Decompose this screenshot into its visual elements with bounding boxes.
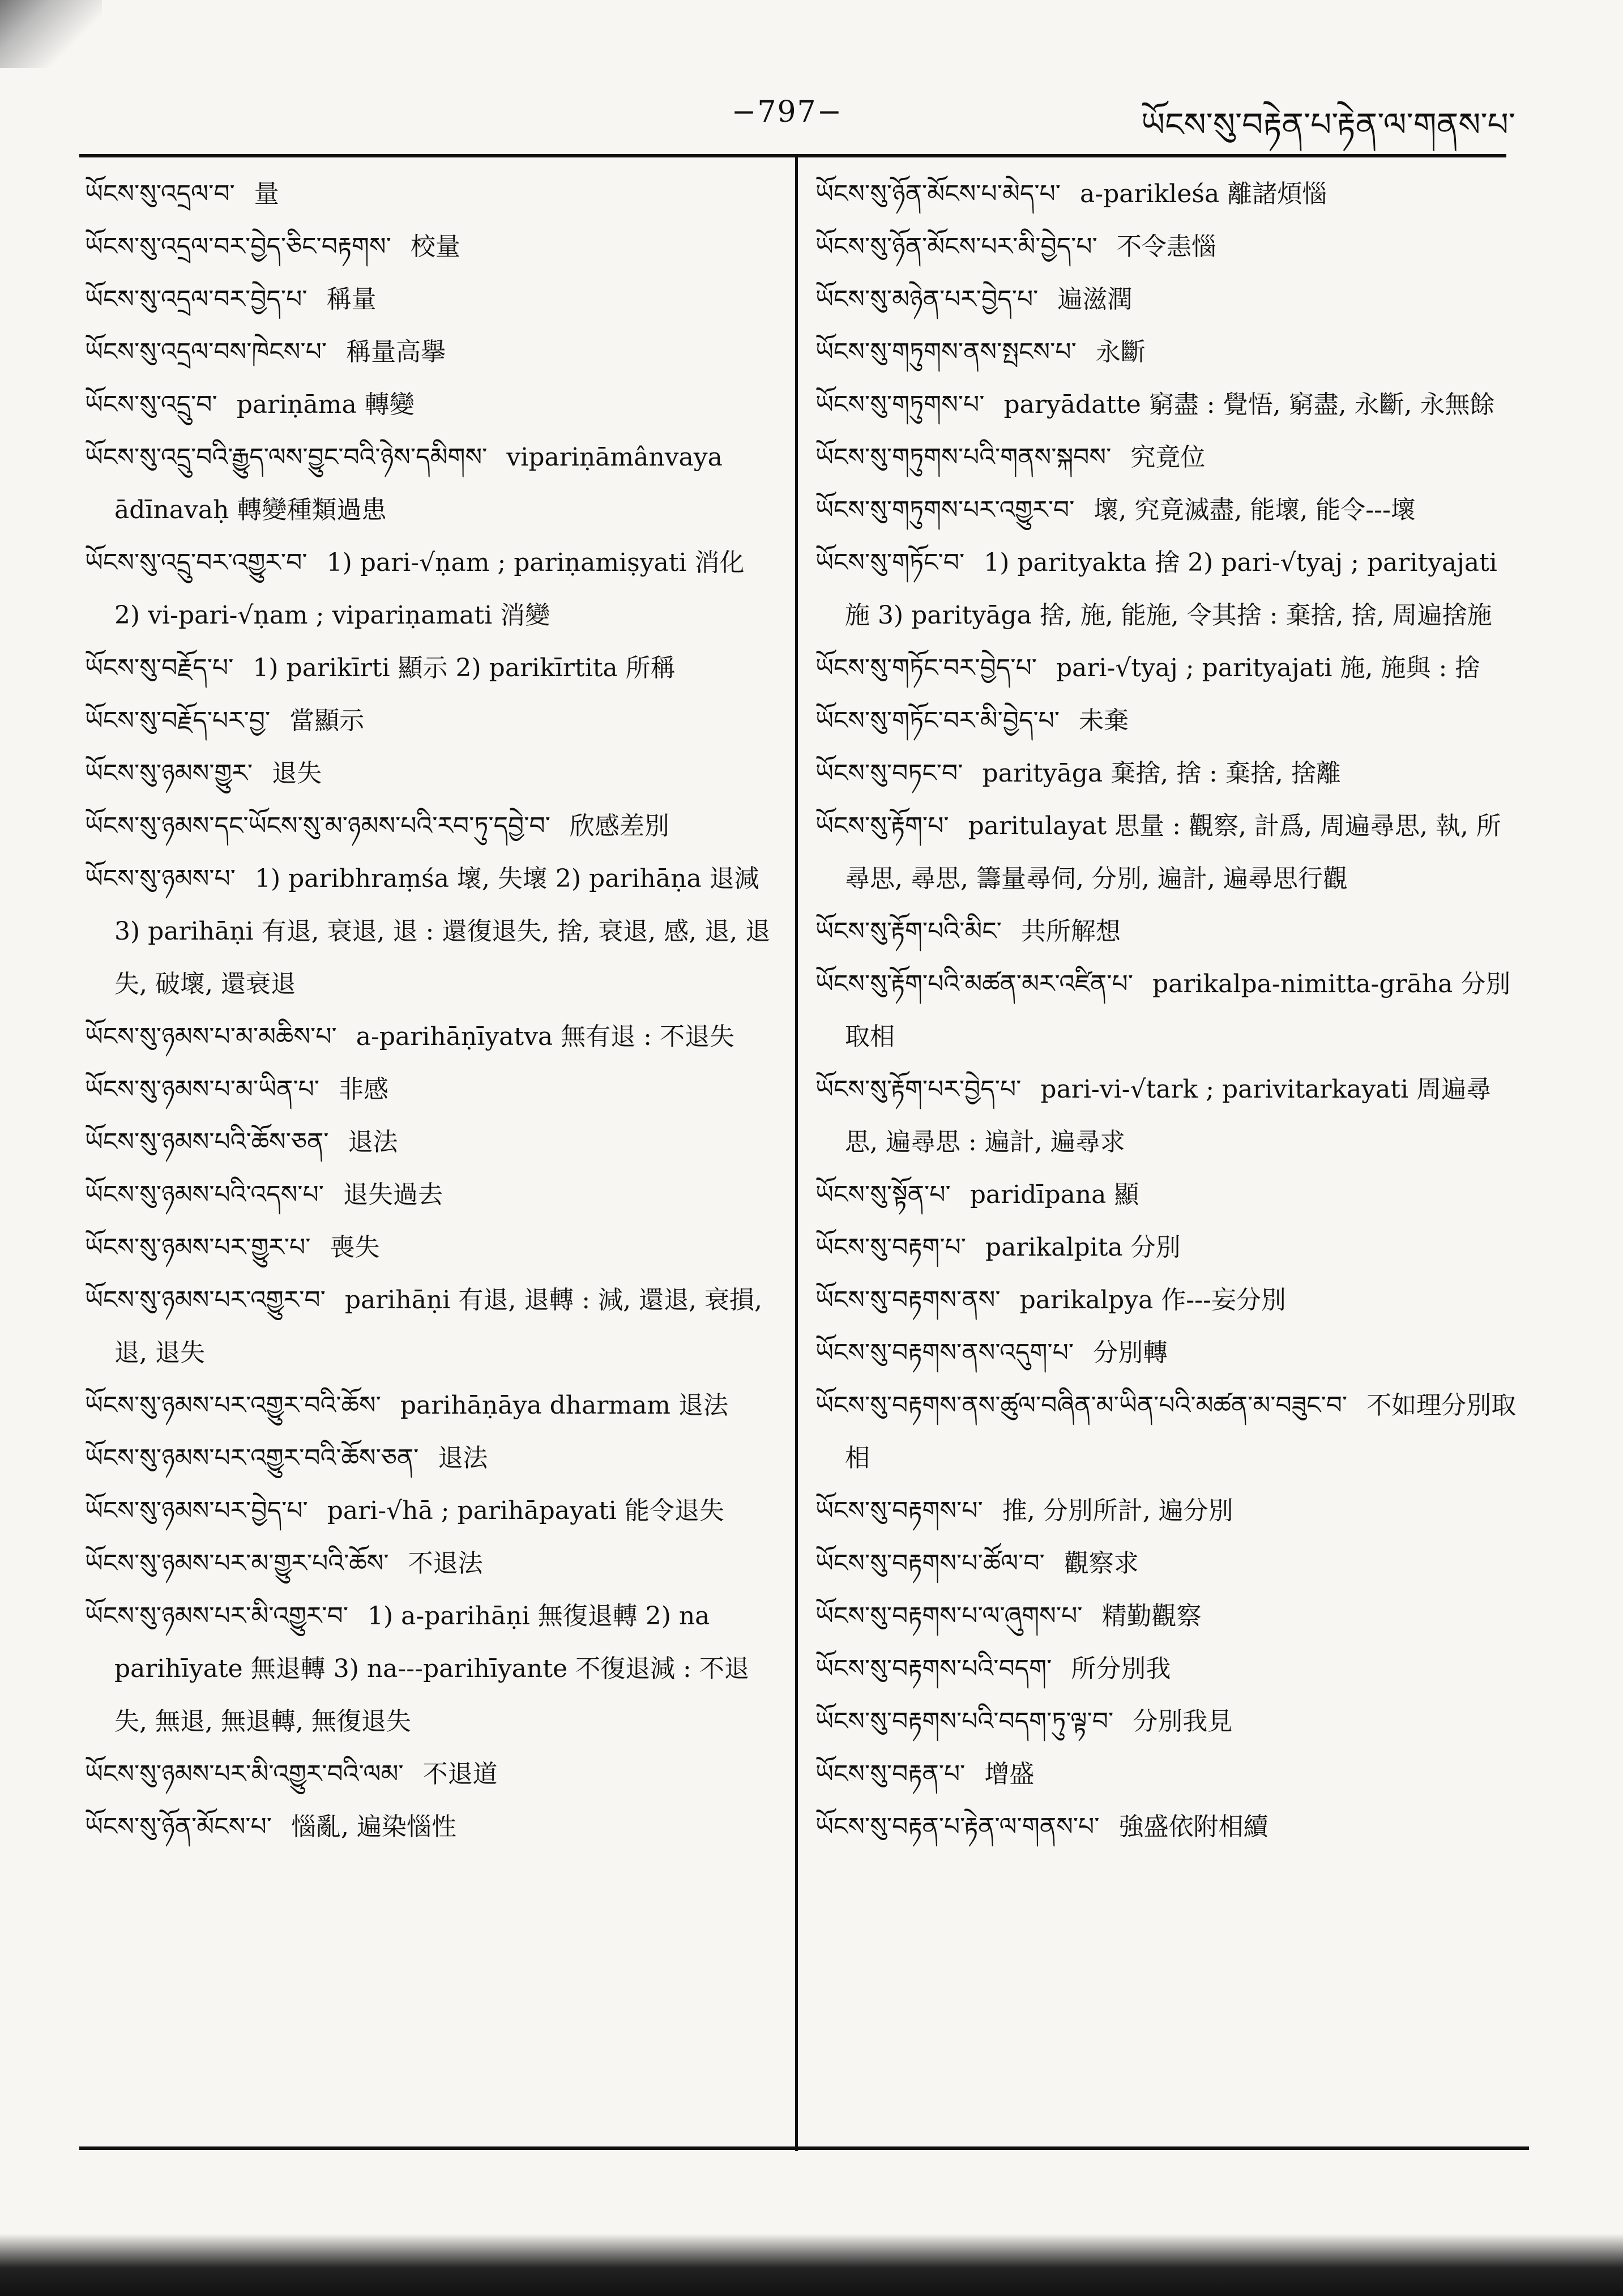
entry-headword: ཡོངས་སུ་བརྟག་པ་ xyxy=(815,1233,967,1262)
entry-headword: ཡོངས་སུ་སྟོན་པ་ xyxy=(815,1180,951,1209)
entry-definition: parikalpya 作---妄分別 xyxy=(1019,1286,1286,1315)
entry-headword: ཡོངས་སུ་འདྲལ་བར་བྱེད་ཅིང་བརྟགས་ xyxy=(85,232,391,261)
dictionary-entry xyxy=(85,747,776,800)
entry-definition: parikalpita 分別 xyxy=(985,1233,1181,1262)
entry-headword: ཡོངས་སུ་བརྟན་པ་རྟེན་ལ་གནས་པ་ xyxy=(815,1812,1100,1841)
dictionary-entry xyxy=(85,273,776,326)
column-divider xyxy=(795,157,798,2151)
entry-definition: 退法 xyxy=(348,1128,398,1156)
entry-headword: ཡོངས་སུ་བརྟགས་པ་ལ་ཞུགས་པ་ xyxy=(815,1602,1083,1631)
dictionary-entry xyxy=(815,1642,1518,1695)
dictionary-entry xyxy=(85,852,776,1010)
entry-definition: 增盛 xyxy=(984,1760,1035,1789)
entry-definition: paritulayat 思量 : 觀察, 計爲, 周遍尋思, 執, 所尋思, 尋思, 籌量尋伺, 分別, 遍計, 遍尋思行觀 xyxy=(845,812,1501,893)
entry-headword: ཡོངས་སུ་བརྟགས་ནས་ xyxy=(815,1286,1001,1315)
dictionary-entry xyxy=(85,1116,776,1168)
entry-headword: ཡོངས་སུ་ཉམས་པ་ xyxy=(85,864,236,893)
entry-definition: 1) paribhraṃśa 壞, 失壞 2) parihāṇa 退減 3) parihāṇi 有退, 衰退, 退 : 還復退失, 捨, 衰退, 感, 退, 退失, 破壞, 還衰退 xyxy=(114,864,771,998)
entry-definition: 不令恚惱 xyxy=(1116,232,1216,261)
dictionary-entry xyxy=(815,1800,1518,1853)
entry-definition: parityāga 棄捨, 捨 : 棄捨, 捨離 xyxy=(982,759,1341,788)
entry-headword: ཡོངས་སུ་བརྟགས་པའི་བདག་ xyxy=(815,1654,1052,1683)
entry-definition: pariṇāma 轉變 xyxy=(236,390,415,419)
entry-headword: ཡོངས་སུ་འདྲལ་བར་བྱེད་པ་ xyxy=(85,285,307,314)
entry-headword: ཡོངས་སུ་བརྟགས་པ་ xyxy=(815,1496,983,1525)
entry-headword: ཡོངས་སུ་ཉམས་པ་མ་མཆིས་པ་ xyxy=(85,1022,337,1051)
entry-headword: ཡོངས་སུ་བརྟགས་པ་ཚོལ་བ་ xyxy=(815,1549,1045,1578)
entry-definition: 1) pari-√ṇam ; pariṇamiṣyati 消化 2) vi-pari-√ṇam ; vipariṇamati 消變 xyxy=(114,548,745,630)
dictionary-entry xyxy=(815,220,1518,273)
entry-headword: ཡོངས་སུ་ཉམས་གྱུར་ xyxy=(85,759,253,788)
entry-definition: 欣感差別 xyxy=(569,812,669,840)
dictionary-entry xyxy=(815,694,1518,747)
entry-headword: ཡོངས་སུ་ཉམས་པའི་ཆོས་ཅན་ xyxy=(85,1128,329,1156)
dictionary-entry xyxy=(815,1379,1518,1484)
entry-headword: ཡོངས་སུ་ཉམས་པར་འགྱུར་བའི་ཆོས་ xyxy=(85,1391,381,1420)
dictionary-entry xyxy=(85,536,776,642)
entry-definition: 非感 xyxy=(339,1075,389,1104)
dictionary-entry xyxy=(85,694,776,747)
bottom-rule xyxy=(79,2146,1529,2150)
dictionary-entry xyxy=(815,905,1518,958)
entry-headword: ཡོངས་སུ་ཉམས་པར་འགྱུར་བ་ xyxy=(85,1286,326,1315)
entry-definition: 退法 xyxy=(438,1444,488,1473)
entry-definition: pari-√hā ; parihāpayati 能令退失 xyxy=(327,1496,724,1525)
entry-definition: vipariṇāmânvaya ādīnavaḥ 轉變種類過患 xyxy=(114,443,723,524)
entry-headword: ཡོངས་སུ་བཏང་བ་ xyxy=(815,759,963,788)
entry-headword: ཡོངས་སུ་བརྟགས་ནས་ཚུལ་བཞིན་མ་ཡིན་པའི་མཚན་མ་བཟུང་བ་ xyxy=(815,1391,1348,1420)
dictionary-entry xyxy=(85,1590,776,1748)
entry-headword: ཡོངས་སུ་ཉམས་པར་མ་གྱུར་པའི་ཆོས་ xyxy=(85,1549,389,1578)
entry-definition: pari-vi-√tark ; parivitarkayati 周遍尋思, 遍尋思 : 遍計, 遍尋求 xyxy=(845,1075,1492,1156)
entry-definition: 不退道 xyxy=(422,1760,498,1789)
entry-headword: ཡོངས་སུ་ཉམས་པར་མི་འགྱུར་བ་ xyxy=(85,1602,348,1631)
dictionary-entry xyxy=(815,958,1518,1063)
dictionary-entry xyxy=(85,431,776,536)
entry-definition: pari-√tyaj ; parityajati 施, 施與 : 捨 xyxy=(1056,654,1480,682)
dictionary-entry xyxy=(815,1748,1518,1800)
page-number: −797− xyxy=(731,95,843,129)
entry-headword: ཡོངས་སུ་ཉམས་པར་བྱེད་པ་ xyxy=(85,1496,308,1525)
dictionary-entry xyxy=(815,431,1518,484)
scan-corner-shadow xyxy=(0,0,102,68)
top-rule xyxy=(79,154,1506,157)
entry-headword: ཡོངས་སུ་གཏུགས་ནས་སྤངས་པ་ xyxy=(815,338,1077,366)
entry-headword: ཡོངས་སུ་ཉམས་པའི་འདས་པ་ xyxy=(85,1180,324,1209)
entry-definition: 所分別我 xyxy=(1071,1654,1171,1683)
dictionary-entry xyxy=(815,1537,1518,1590)
entry-definition: 分別轉 xyxy=(1093,1338,1168,1367)
entry-definition: a-parikleśa 離諸煩惱 xyxy=(1080,180,1327,208)
dictionary-entry xyxy=(85,326,776,378)
dictionary-entry xyxy=(85,1274,776,1379)
dictionary-entry xyxy=(85,642,776,694)
entry-definition: 當顯示 xyxy=(289,706,365,735)
entry-headword: ཡོངས་སུ་བརྗོད་པ་ xyxy=(85,654,234,682)
right-column xyxy=(815,168,1518,2139)
entry-headword: ཡོངས་སུ་རྟོག་པའི་མིང་ xyxy=(815,917,1002,946)
entry-headword: ཡོངས་སུ་བརྟགས་ནས་འདུག་པ་ xyxy=(815,1338,1074,1367)
dictionary-entry xyxy=(815,273,1518,326)
entry-definition: 遍滋潤 xyxy=(1057,285,1133,314)
dictionary-entry xyxy=(815,326,1518,378)
entry-definition: 1) parikīrti 顯示 2) parikīrtita 所稱 xyxy=(253,654,676,682)
dictionary-entry xyxy=(85,1800,776,1853)
dictionary-entry xyxy=(85,220,776,273)
entry-definition: 強盛依附相續 xyxy=(1118,1812,1268,1841)
dictionary-entry xyxy=(815,1695,1518,1748)
dictionary-entry xyxy=(85,1168,776,1221)
entry-headword: ཡོངས་སུ་བརྟགས་པའི་བདག་ཏུ་ལྟ་བ་ xyxy=(815,1707,1114,1736)
entry-headword: ཡོངས་སུ་གཏུགས་པའི་གནས་སྐབས་ xyxy=(815,443,1112,472)
dictionary-entry xyxy=(85,800,776,852)
entry-headword: ཡོངས་སུ་འདྲུ་བ་ xyxy=(85,390,217,419)
dictionary-entry xyxy=(815,1326,1518,1379)
entry-headword: ཡོངས་སུ་བརྟན་པ་ xyxy=(815,1760,966,1789)
entry-headword: ཡོངས་སུ་འདྲལ་བས་ཁེངས་པ་ xyxy=(85,338,327,366)
dictionary-entry xyxy=(815,747,1518,800)
entry-headword: ཡོངས་སུ་ཉམས་དང་ཡོངས་སུ་མ་ཉམས་པའི་རབ་ཏུ་དབྱེ་བ་ xyxy=(85,812,550,840)
entry-definition: parikalpa-nimitta-grāha 分別取相 xyxy=(845,970,1511,1051)
dictionary-entry xyxy=(85,1379,776,1432)
entry-headword: ཡོངས་སུ་རྟོག་པ་ xyxy=(815,812,949,840)
dictionary-entry xyxy=(815,1221,1518,1274)
dictionary-entry xyxy=(85,1063,776,1116)
dictionary-entry xyxy=(815,642,1518,694)
entry-headword: ཡོངས་སུ་འདྲུ་བའི་རྒྱུད་ལས་བྱུང་བའི་ཉེས་དམིགས་ xyxy=(85,443,488,472)
entry-headword: ཡོངས་སུ་ཉོན་མོངས་པ་ xyxy=(85,1812,272,1841)
entry-definition: 1) a-parihāṇi 無復退轉 2) na parihīyate 無退轉 3) na---parihīyante 不復退減 : 不退失, 無退, 無退轉, 無復退失 xyxy=(114,1602,749,1736)
entry-definition: 壞, 究竟滅盡, 能壞, 能令---壞 xyxy=(1094,496,1416,524)
entry-headword: ཡོངས་སུ་གཏུགས་པར་འགྱུར་བ་ xyxy=(815,496,1075,524)
entry-headword: ཡོངས་སུ་གཏོང་བ་ xyxy=(815,548,965,577)
entry-definition: 稱量高擧 xyxy=(346,338,446,366)
entry-headword: ཡོངས་སུ་ཉམས་པ་མ་ཡིན་པ་ xyxy=(85,1075,320,1104)
entry-headword: ཡོངས་སུ་གཏུགས་པ་ xyxy=(815,390,985,419)
scan-bottom-shadow xyxy=(0,2234,1623,2296)
dictionary-entry xyxy=(85,168,776,220)
entry-headword: ཡོངས་སུ་ཉམས་པར་མི་འགྱུར་བའི་ལམ་ xyxy=(85,1760,404,1789)
entry-definition: 稱量 xyxy=(326,285,377,314)
entry-headword: ཡོངས་སུ་ཉམས་པར་འགྱུར་བའི་ཆོས་ཅན་ xyxy=(85,1444,419,1473)
dictionary-entry xyxy=(85,1537,776,1590)
dictionary-entry xyxy=(815,484,1518,536)
entry-headword: ཡོངས་སུ་རྟོག་པར་བྱེད་པ་ xyxy=(815,1075,1022,1104)
entry-definition: paryādatte 窮盡 : 覺悟, 窮盡, 永斷, 永無餘 xyxy=(1003,390,1495,419)
entry-definition: parihāṇi 有退, 退轉 : 減, 還退, 衰損, 退, 退失 xyxy=(114,1286,763,1367)
entry-headword: ཡོངས་སུ་བརྗོད་པར་བྱ་ xyxy=(85,706,271,735)
entry-headword: ཡོངས་སུ་འདྲུ་བར་འགྱུར་བ་ xyxy=(85,548,307,577)
dictionary-entry xyxy=(85,1748,776,1800)
dictionary-entry xyxy=(85,1432,776,1484)
entry-definition: 惱亂, 遍染惱性 xyxy=(291,1812,456,1841)
entry-definition: 推, 分別所計, 遍分別 xyxy=(1002,1496,1233,1525)
dictionary-entry xyxy=(815,1484,1518,1537)
entry-definition: 永斷 xyxy=(1095,338,1146,366)
dictionary-entry xyxy=(815,800,1518,905)
left-column xyxy=(85,168,776,2139)
entry-definition: 不如理分別取相 xyxy=(845,1391,1517,1473)
entry-definition: 退失過去 xyxy=(343,1180,443,1209)
entry-definition: paridīpana 顯 xyxy=(969,1180,1139,1209)
dictionary-entry xyxy=(815,1590,1518,1642)
dictionary-entry xyxy=(815,1274,1518,1326)
dictionary-entry xyxy=(815,1168,1518,1221)
entry-definition: parihāṇāya dharmam 退法 xyxy=(400,1391,729,1420)
entry-definition: a-parihāṇīyatva 無有退 : 不退失 xyxy=(356,1022,734,1051)
entry-definition: 1) parityakta 捨 2) pari-√tyaj ; parityajati 施 3) parityāga 捨, 施, 能施, 令其捨 : 棄捨, 捨, 周遍捨施 xyxy=(845,548,1497,630)
entry-headword: ཡོངས་སུ་གཏོང་བར་མི་བྱེད་པ་ xyxy=(815,706,1060,735)
entry-headword: ཡོངས་སུ་ཉོན་མོངས་པ་མེད་པ་ xyxy=(815,180,1061,208)
entry-definition: 校量 xyxy=(410,232,460,261)
dictionary-entry xyxy=(85,1010,776,1063)
entry-headword: ཡོངས་སུ་རྟོག་པའི་མཚན་མར་འཛིན་པ་ xyxy=(815,970,1133,998)
entry-definition: 量 xyxy=(254,180,279,208)
running-head: ཡོངས་སུ་བརྟེན་པ་རྟེན་ལ་གནས་པ་ xyxy=(1141,105,1515,144)
dictionary-entry xyxy=(85,378,776,431)
entry-headword: ཡོངས་སུ་ཉམས་པར་གྱུར་པ་ xyxy=(85,1233,311,1262)
dictionary-entry xyxy=(85,1484,776,1537)
entry-definition: 分別我見 xyxy=(1133,1707,1233,1736)
entry-definition: 究竟位 xyxy=(1130,443,1206,472)
dictionary-entry xyxy=(85,1221,776,1274)
entry-definition: 共所解想 xyxy=(1020,917,1121,946)
entry-headword: ཡོངས་སུ་གཏོང་བར་བྱེད་པ་ xyxy=(815,654,1037,682)
entry-definition: 精勤觀察 xyxy=(1101,1602,1202,1631)
entry-headword: ཡོངས་སུ་མཉེན་པར་བྱེད་པ་ xyxy=(815,285,1039,314)
entry-definition: 觀察求 xyxy=(1064,1549,1139,1578)
dictionary-entry xyxy=(815,378,1518,431)
entry-definition: 不退法 xyxy=(408,1549,483,1578)
dictionary-entry xyxy=(815,168,1518,220)
entry-headword: ཡོངས་སུ་ཉོན་མོངས་པར་མི་བྱེད་པ་ xyxy=(815,232,1097,261)
dictionary-entry xyxy=(815,1063,1518,1168)
entry-definition: 退失 xyxy=(272,759,322,788)
dictionary-entry xyxy=(815,536,1518,642)
entry-headword: ཡོངས་སུ་འདྲལ་བ་ xyxy=(85,180,235,208)
entry-definition: 喪失 xyxy=(330,1233,380,1262)
entry-definition: 未棄 xyxy=(1079,706,1129,735)
